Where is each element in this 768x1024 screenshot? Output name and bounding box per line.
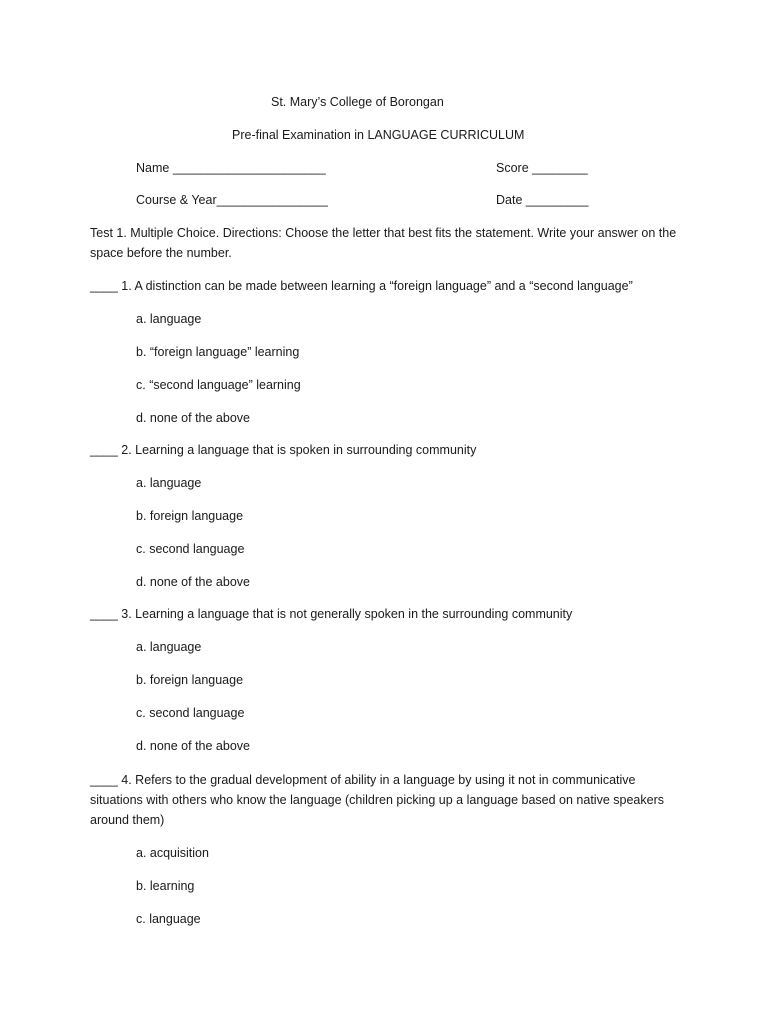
q4-option-c: c. language	[136, 912, 201, 926]
score-field: Score ________	[496, 161, 588, 175]
q4-option-b: b. learning	[136, 879, 195, 893]
question-1: ____ 1. A distinction can be made between learning a “foreign language” and a “second language”	[90, 279, 633, 293]
q2-option-a: a. language	[136, 476, 202, 490]
question-4: ____ 4. Refers to the gradual development of ability in a language by using it not in communicative situations with others who know the language (children picking up a language based on native speakers around them)	[90, 773, 664, 827]
q1-option-d: d. none of the above	[136, 411, 250, 425]
q2-option-c: c. second language	[136, 542, 245, 556]
q3-option-b: b. foreign language	[136, 673, 244, 687]
q1-option-a: a. language	[136, 312, 202, 326]
exam-title: Pre-final Examination in LANGUAGE CURRICULUM	[232, 128, 525, 142]
question-2: ____ 2. Learning a language that is spoken in surrounding community	[90, 443, 477, 457]
question-3: ____ 3. Learning a language that is not generally spoken in the surrounding community	[90, 607, 573, 621]
q3-option-d: d. none of the above	[136, 739, 250, 753]
test1-directions: Test 1. Multiple Choice. Directions: Choose the letter that best fits the statement. Write your answer on the space before the number.	[90, 226, 677, 260]
q2-option-b: b. foreign language	[136, 509, 244, 523]
q1-option-c: c. “second language” learning	[136, 378, 301, 392]
q2-option-d: d. none of the above	[136, 575, 250, 589]
name-field: Name ______________________	[136, 161, 326, 175]
school-name: St. Mary’s College of Borongan	[271, 95, 444, 109]
q3-option-a: a. language	[136, 640, 202, 654]
q3-option-c: c. second language	[136, 706, 245, 720]
q1-option-b: b. “foreign language” learning	[136, 345, 300, 359]
q4-option-a: a. acquisition	[136, 846, 209, 860]
course-year-field: Course & Year________________	[136, 193, 328, 207]
date-field: Date _________	[496, 193, 589, 207]
